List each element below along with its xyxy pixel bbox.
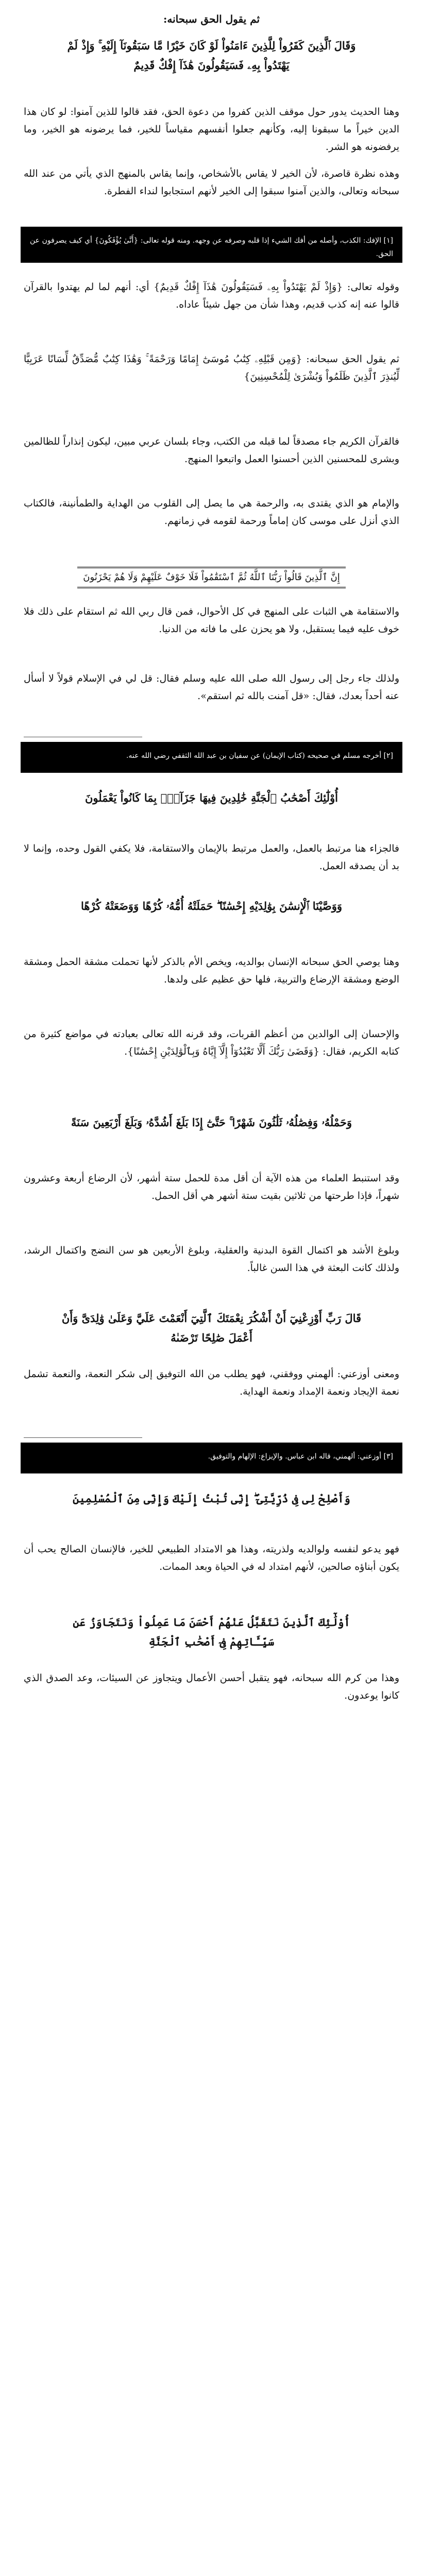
commentary-paragraph: وقوله تعالى: {وَإِذْ لَمْ يَهْتَدُواْ بِهِۦ فَسَيَقُولُونَ هَٰذَآ إِفْكٌ قَدِيمٌ} أي: أنهم لما لم يهتدوا بالقرآن قالوا عنه إنه كذب قديم، وهذا شأن من جهل شيئاً عاداه.: [24, 281, 399, 310]
commentary-paragraph: والاستقامة هي الثبات على المنهج في كل الأحوال، فمن قال ربي الله ثم استقام على ذلك فلا خوف عليه فيما يستقبل، ولا هو يحزن على ما فاته من الدنيا.: [24, 606, 399, 635]
commentary-paragraph: فهو يدعو لنفسه ولوالديه ولذريته، وهذا هو الامتداد الطبيعي للخير، فالإنسان الصالح يحب أن يكون أبناؤه صالحين، لأنهم امتداد له في الحياة وبعد الممات.: [24, 1544, 399, 1572]
quran-verse: وَقَالَ ٱلَّذِينَ كَفَرُواْ لِلَّذِينَ ءَامَنُواْ لَوْ كَانَ خَيْرًا مَّا سَبَقُونَآ إِلَيْهِ ۚ وَإِذْ لَمْ يَهْتَدُواْ بِهِۦ فَسَيَقُولُونَ هَٰذَآ إِفْكٌ قَدِيمٌ: [67, 39, 356, 72]
footnote-text: [٢] أخرجه مسلم في صحيحه (كتاب الإيمان) عن سفيان بن عبد الله الثقفي رضي الله عنه.: [126, 752, 393, 760]
footnote-box: [21, 227, 402, 263]
commentary-paragraph: وبلوغ الأشد هو اكتمال القوة البدنية والعقلية، وبلوغ الأربعين هو سن النضج واكتمال الرشد، ولذلك كانت البعثة في هذا السن غالباً.: [24, 1245, 399, 1274]
commentary-paragraph: والإمام هو الذي يقتدى به، والرحمة هي ما يصل إلى القلوب من الهداية والطمأنينة، فالكتاب الذي أنزل على موسى كان إماماً ورحمة لقومه في زمانهم.: [24, 498, 399, 527]
footnote-box: [21, 742, 402, 773]
quran-verse: وَحَمْلُهُۥ وَفِصَٰلُهُۥ ثَلَٰثُونَ شَهْرًا ۚ حَتَّىٰٓ إِذَا بَلَغَ أَشُدَّهُۥ وَبَلَغَ أَرْبَعِينَ سَنَةً: [71, 1116, 352, 1129]
verse-ornament-frame: [77, 567, 346, 588]
commentary-paragraph: ومعنى أوزعني: ألهمني ووفقني، فهو يطلب من الله التوفيق إلى شكر النعمة، والنعمة تشمل نعمة الإيجاد ونعمة الإمداد ونعمة الهداية.: [24, 1368, 399, 1397]
commentary-paragraph: وهذه نظرة قاصرة، لأن الخير لا يقاس بالأشخاص، وإنما يقاس بالمنهج الذي يأتي من عند الله سبحانه وتعالى، والذين آمنوا سبقوا إلى الخير لأنهم استجابوا لنداء الفطرة.: [24, 168, 399, 197]
footnote-box: [21, 1443, 402, 1473]
footnote-text: [١] الإفك: الكذب، وأصله من أفك الشيء إذا قلبه وصرفه عن وجهه. ومنه قوله تعالى: {أَنَّىٰ يُؤْفَكُونَ} أي كيف يصرفون عن الحق.: [30, 236, 393, 258]
commentary-paragraph: والإحسان إلى الوالدين من أعظم القربات، وقد قرنه الله تعالى بعبادته في مواضع كثيرة من كتابه الكريم، فقال: {وَقَضَىٰ رَبُّكَ أَلَّا تَعْبُدُوٓاْ إِلَّآ إِيَّاهُ وَبِٱلْوَٰلِدَيْنِ إِحْسَٰنًا}.: [24, 1028, 399, 1057]
quran-verse: قَالَ رَبِّ أَوْزِعْنِيٓ أَنْ أَشْكُرَ نِعْمَتَكَ ٱلَّتِيٓ أَنْعَمْتَ عَلَيَّ وَعَلَىٰ وَٰلِدَىَّ وَأَنْ أَعْمَلَ صَٰلِحًا تَرْضَىٰهُ: [61, 1312, 362, 1344]
commentary-paragraph: ثم يقول الحق سبحانه: {وَمِن قَبْلِهِۦ كِتَٰبُ مُوسَىٰٓ إِمَامًا وَرَحْمَةً ۚ وَهَٰذَا كِتَٰبٌ مُّصَدِّقٌ لِّسَانًا عَرَبِيًّا لِّيُنذِرَ ٱلَّذِينَ ظَلَمُواْ وَبُشْرَىٰ لِلْمُحْسِنِينَ}: [24, 353, 399, 382]
footnote-text: [٣] أوزعني: ألهمني، قاله ابن عباس. والإيزاع: الإلهام والتوفيق.: [208, 1452, 393, 1461]
quran-verse: وَأَصْلِحْ لِى فِى ذُرِّيَّتِىٓ ۖ إِنِّى تُبْتُ إِلَيْكَ وَإِنِّى مِنَ ٱلْمُسْلِمِينَ: [73, 1492, 350, 1505]
quran-verse: إِنَّ ٱلَّذِينَ قَالُواْ رَبُّنَا ٱللَّهُ ثُمَّ ٱسْتَقَٰمُواْ فَلَا خَوْفٌ عَلَيْهِمْ وَلَا هُمْ يَحْزَنُونَ: [83, 572, 340, 583]
quran-verse: أُوْلَٰٓئِكَ أَصْحَٰبُ ٱلْجَنَّةِ خَٰلِدِينَ فِيهَا جَزَآءًۢ بِمَا كَانُواْ يَعْمَلُونَ: [85, 791, 338, 804]
quran-verse: وَوَصَّيْنَا ٱلْإِنسَٰنَ بِوَٰلِدَيْهِ إِحْسَٰنًا ۖ حَمَلَتْهُ أُمُّهُۥ كُرْهًا وَوَضَعَتْهُ كُرْهًا: [81, 900, 342, 912]
commentary-paragraph: فالقرآن الكريم جاء مصدقاً لما قبله من الكتب، وجاء بلسان عربي مبين، ليكون إنذاراً للظالمين وبشرى للمحسنين الذين أحسنوا العمل واتبعوا المنهج.: [24, 436, 399, 465]
header-question: ثم يقول الحق سبحانه:: [163, 13, 260, 25]
footnote-separator: [24, 1437, 142, 1438]
quran-verse: أُوْلَٰٓئِكَ ٱلَّذِينَ نَتَقَبَّلُ عَنْهُمْ أَحْسَنَ مَا عَمِلُواْ وَنَتَجَاوَزُ عَن سَيِّـَٔاتِهِمْ فِىٓ أَصْحَٰبِ ٱلْجَنَّةِ: [73, 1616, 350, 1648]
commentary-paragraph: فالجزاء هنا مرتبط بالعمل، والعمل مرتبط بالإيمان والاستقامة، فلا يكفي القول وحده، وإنما لا بد أن يصدقه العمل.: [24, 843, 399, 872]
commentary-paragraph: وهنا الحديث يدور حول موقف الذين كفروا من دعوة الحق، فقد قالوا للذين آمنوا: لو كان هذا الدين خيراً ما سبقونا إليه، وكأنهم جعلوا أنفسهم مقياساً للخير، فما يرضونه هو الخير، وما يرفضونه هو الشر.: [24, 106, 399, 152]
commentary-paragraph: وهذا من كرم الله سبحانه، فهو يتقبل أحسن الأعمال ويتجاوز عن السيئات، وعد الصدق الذي كانوا يوعدون.: [24, 1672, 399, 1701]
commentary-paragraph: وهنا يوصي الحق سبحانه الإنسان بوالديه، ويخص الأم بالذكر لأنها تحملت مشقة الحمل ومشقة الوضع ومشقة الإرضاع والتربية، فلها حق عظيم على ولدها.: [24, 956, 399, 985]
commentary-paragraph: وقد استنبط العلماء من هذه الآية أن أقل مدة للحمل ستة أشهر، لأن الرضاع أربعة وعشرون شهراً، فإذا طرحتها من ثلاثين بقيت ستة أشهر هي أقل الحمل.: [24, 1173, 399, 1201]
commentary-paragraph: ولذلك جاء رجل إلى رسول الله صلى الله عليه وسلم فقال: قل لي في الإسلام قولاً لا أسأل عنه أحداً بعدك، فقال: «قل آمنت بالله ثم استقم».: [24, 673, 400, 702]
